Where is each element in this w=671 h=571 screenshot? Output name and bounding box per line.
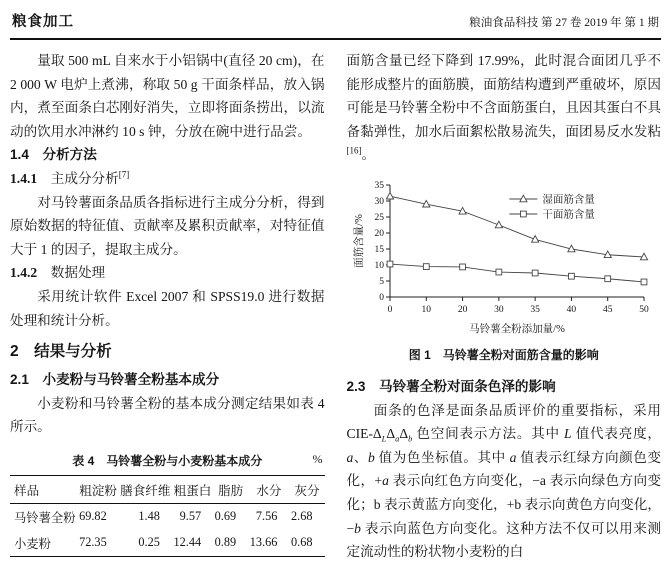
heading-2-1: 2.1 小麦粉与马铃薯全粉基本成分 — [10, 372, 220, 388]
column-header: 膳食纤维 — [119, 475, 172, 503]
table-header-row — [10, 475, 325, 503]
table-cell: 马铃薯全粉 — [14, 510, 76, 525]
heading-text: 主成分分析 — [37, 170, 119, 186]
svg-text:干面筋含量: 干面筋含量 — [542, 209, 595, 221]
text-segment: L — [381, 433, 387, 444]
text-segment: b — [354, 520, 361, 536]
svg-text:湿面筋含量: 湿面筋含量 — [542, 194, 595, 206]
text-segment: a — [395, 433, 400, 444]
table-cell: 0.68 — [290, 535, 313, 550]
svg-text:30: 30 — [374, 197, 384, 208]
table4-title: 表 4 马铃薯全粉与小麦粉基本成分 — [72, 453, 263, 468]
text-segment: a — [509, 449, 517, 465]
text-segment: b — [367, 449, 375, 465]
table-cell: 7.56 — [255, 509, 278, 524]
header-journal-info: 粮油食品科技 第 27 卷 2019 年 第 1 期 — [469, 17, 659, 29]
figure1-svg — [352, 177, 656, 337]
column-header: 灰分 — [289, 475, 324, 503]
svg-text:30: 30 — [493, 304, 504, 315]
text-segment: 、 — [353, 449, 368, 465]
table-cell: 0.89 — [214, 535, 237, 550]
figure1-caption: 图 1 马铃薯全粉对面筋含量的影响 — [408, 347, 599, 362]
text-segment: Δ — [399, 426, 409, 442]
svg-text:20: 20 — [374, 229, 384, 240]
table-cell: 13.66 — [249, 535, 278, 550]
reference-superscript: [16] — [346, 145, 362, 156]
paragraph-gluten-content — [347, 49, 662, 167]
reference-superscript: [7] — [118, 169, 130, 180]
table-cell: 0.69 — [214, 509, 237, 524]
paragraph-pca: 对马铃薯面条品质各指标进行主成分分析，得到原始数据的特征值、贡献率及累积贡献率，对特征值大于 1 的因子，提取主成分。 — [10, 194, 325, 257]
svg-text:45: 45 — [602, 304, 613, 315]
text-segment: L — [564, 426, 572, 442]
table-row — [10, 503, 325, 530]
heading-text: 数据处理 — [37, 265, 106, 281]
paragraph-table-intro: 小麦粉和马铃薯全粉的基本成分测定结果如表 4 所示。 — [10, 395, 325, 435]
text-segment: 表示向红色方向变化，−a 表示向绿色方向变化；b 表示黄蓝方向变化，+b 表示向黄色方向变化，− — [346, 473, 662, 536]
column-header: 水分 — [248, 475, 289, 503]
heading-1-4: 1.4 分析方法 — [10, 147, 97, 163]
text-segment: 值为色坐标值。其中 — [374, 449, 510, 465]
table-cell: 72.35 — [79, 535, 107, 550]
paragraph-color-space — [347, 399, 662, 564]
figure1 — [347, 177, 662, 363]
table4-block — [10, 452, 325, 557]
text-segment: 值代表亮度， — [571, 426, 662, 442]
table4 — [10, 475, 325, 557]
text-segment: 面条的色泽是面条品质评价的重要指标，采用 CIE-Δ — [346, 402, 661, 442]
text-segment: 表示向蓝色方向变化。这种方法不仅可以用来测定流动性的粉状物小麦粉的白 — [346, 520, 661, 560]
table4-unit: % — [312, 451, 323, 466]
gluten-chart — [347, 177, 662, 337]
svg-text:5: 5 — [379, 277, 384, 288]
svg-text:0: 0 — [379, 293, 384, 304]
text-segment: 值表示红绿方向颜色变化，+ — [346, 449, 662, 489]
text-run: 面筋含量已经下降到 17.99%，此时混合面团几乎不能形成整片的面筋膜，面筋结构遭到严重破坏，原因可能是马铃薯全粉中不含面筋蛋白，且因其蛋白不具备黏弹性，加水后面絮松散易流失，面团易反水发粘 — [346, 53, 661, 139]
column-header: 粗蛋白 — [172, 475, 213, 503]
svg-text:25: 25 — [374, 213, 384, 224]
svg-text:35: 35 — [374, 181, 384, 192]
svg-text:0: 0 — [387, 304, 393, 315]
paragraph-cooking-method: 量取 500 mL 自来水于小铝锅中(直径 20 cm)，在 2 000 W 电炉上煮沸，称取 50 g 干面条样品，放入锅内，煮至面条白芯刚好消失，立即将面条捞出，以流动的饮用水冲淋约 10 s 钟，分放在碗中进行品尝。 — [10, 53, 325, 139]
table4-title-row — [10, 452, 325, 469]
svg-text:马铃薯全粉添加量/%: 马铃薯全粉添加量/% — [468, 323, 565, 335]
text-run: 。 — [361, 147, 376, 163]
heading-1-4-1 — [10, 167, 325, 191]
table-cell: 69.82 — [79, 509, 107, 524]
right-column — [347, 49, 662, 564]
svg-text:15: 15 — [374, 245, 384, 256]
svg-text:40: 40 — [566, 304, 576, 315]
two-column-layout — [10, 49, 661, 564]
svg-text:35: 35 — [530, 304, 540, 315]
table-cell: 12.44 — [173, 535, 202, 550]
text-segment: a — [346, 449, 354, 465]
text-segment: a — [382, 473, 389, 489]
svg-text:10: 10 — [421, 304, 431, 315]
page-header — [10, 8, 661, 40]
table-row — [10, 530, 325, 557]
text-segment: 色空间表示方法。其中 — [412, 426, 564, 442]
column-header: 脂肪 — [213, 475, 248, 503]
text-segment: Δ — [386, 426, 396, 442]
heading-2-results: 2 结果与分析 — [10, 343, 112, 361]
column-header: 粗淀粉 — [77, 475, 118, 503]
table-cell: 0.25 — [138, 535, 160, 550]
paragraph-data-processing: 采用统计软件 Excel 2007 和 SPSS19.0 进行数据处理和统计分析。 — [10, 288, 325, 328]
table-cell: 小麦粉 — [14, 536, 51, 551]
text-segment: b — [408, 433, 413, 444]
heading-number: 1.4.2 — [10, 265, 38, 281]
svg-text:20: 20 — [457, 304, 468, 315]
svg-text:50: 50 — [639, 304, 649, 315]
heading-2-3: 2.3 马铃薯全粉对面条色泽的影响 — [346, 378, 556, 394]
table-cell: 9.57 — [179, 509, 202, 524]
heading-1-4-2 — [10, 261, 325, 285]
table-cell: 2.68 — [290, 509, 313, 524]
svg-text:10: 10 — [374, 261, 384, 272]
left-column — [10, 49, 325, 564]
svg-text:面筋含量/%: 面筋含量/% — [353, 214, 365, 268]
heading-number: 1.4.1 — [10, 170, 38, 186]
table-cell: 1.48 — [138, 509, 160, 524]
header-section-title: 粮食加工 — [12, 14, 74, 30]
column-header: 样品 — [10, 475, 77, 503]
